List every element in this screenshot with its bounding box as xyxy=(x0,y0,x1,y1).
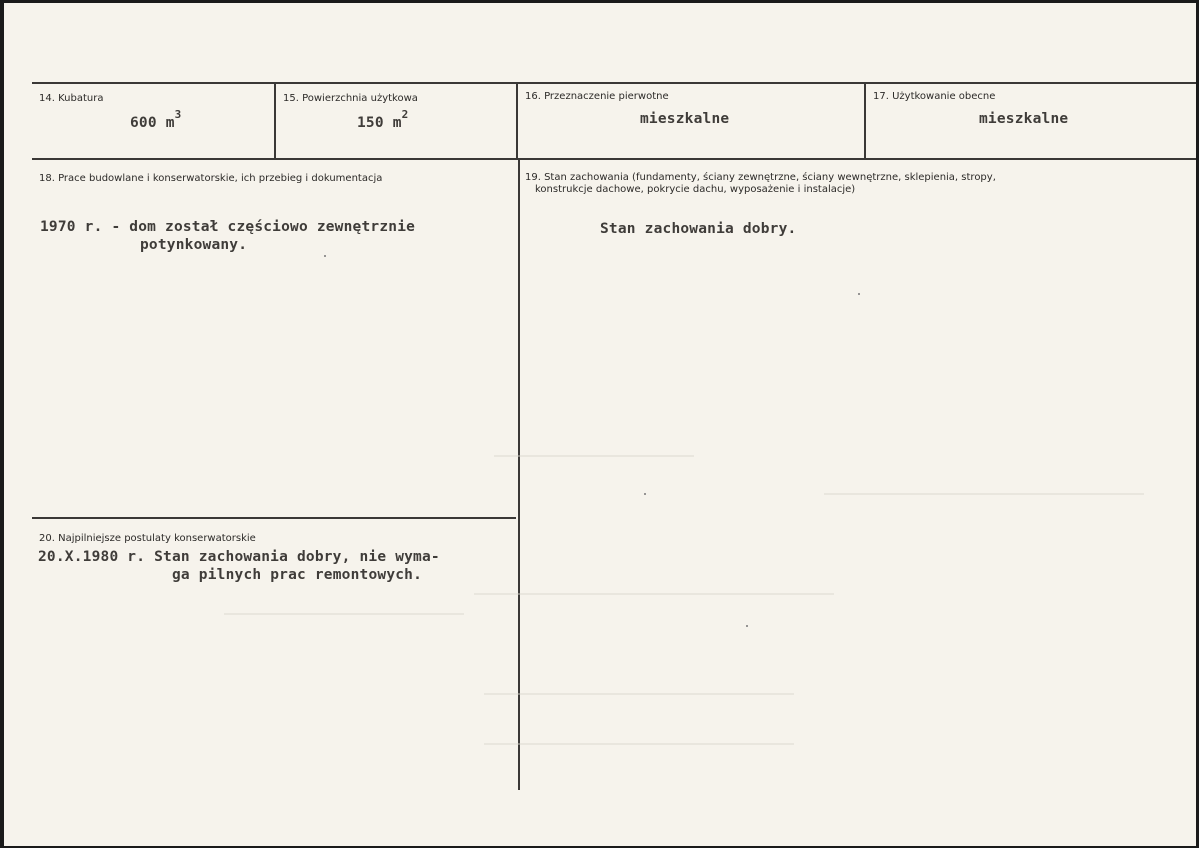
show-through-mark xyxy=(474,593,834,595)
divider-14-15 xyxy=(274,84,276,158)
paper-speck xyxy=(858,293,860,295)
field-18-label: 18. Prace budowlane i konserwatorskie, ich przebieg i dokumentacja xyxy=(39,173,383,184)
field-20-line-1: 20.X.1980 r. Stan zachowania dobry, nie wyma- xyxy=(38,549,440,565)
field-18-line-2: potynkowany. xyxy=(140,237,248,253)
field-15-exponent: 2 xyxy=(401,108,409,121)
field-14-label: 14. Kubatura xyxy=(39,93,104,104)
field-14-unit: m xyxy=(165,114,175,131)
field-16-value: mieszkalne xyxy=(640,111,730,127)
field-17-label: 17. Użytkowanie obecne xyxy=(873,91,996,102)
divider-15-16 xyxy=(516,84,518,158)
field-15-value xyxy=(357,109,409,132)
row1-bottom-rule xyxy=(32,158,1196,160)
field-19-label-line-2: konstrukcje dachowe, pokrycie dachu, wyposażenie i instalacje) xyxy=(535,184,856,195)
divider-left-right xyxy=(518,160,520,790)
field-14-exponent: 3 xyxy=(174,108,182,121)
record-card xyxy=(4,3,1196,846)
field-19-label-line-1: 19. Stan zachowania (fundamenty, ściany zewnętrzne, ściany wewnętrzne, sklepienia, stropy, xyxy=(525,172,996,183)
field-17-value: mieszkalne xyxy=(979,111,1069,127)
field-20-line-2: ga pilnych prac remontowych. xyxy=(172,567,423,583)
field-15-number: 150 xyxy=(357,114,384,131)
field-14-number: 600 xyxy=(130,114,157,131)
show-through-mark xyxy=(484,693,794,695)
show-through-mark xyxy=(494,455,694,457)
show-through-mark xyxy=(484,743,794,745)
top-rule xyxy=(32,82,1196,84)
field-19-value: Stan zachowania dobry. xyxy=(600,221,797,237)
field-20-label: 20. Najpilniejsze postulaty konserwatorskie xyxy=(39,533,256,544)
show-through-mark xyxy=(224,613,464,615)
paper-speck xyxy=(324,255,326,257)
field-15-label: 15. Powierzchnia użytkowa xyxy=(283,93,418,104)
paper-speck xyxy=(746,625,748,627)
field-15-unit: m xyxy=(392,114,402,131)
divider-16-17 xyxy=(864,84,866,158)
field20-top-rule xyxy=(32,517,516,519)
show-through-mark xyxy=(824,493,1144,495)
field-14-value xyxy=(130,109,182,132)
field-16-label: 16. Przeznaczenie pierwotne xyxy=(525,91,669,102)
paper-speck xyxy=(644,493,646,495)
field-18-line-1: 1970 r. - dom został częściowo zewnętrznie xyxy=(40,219,416,235)
